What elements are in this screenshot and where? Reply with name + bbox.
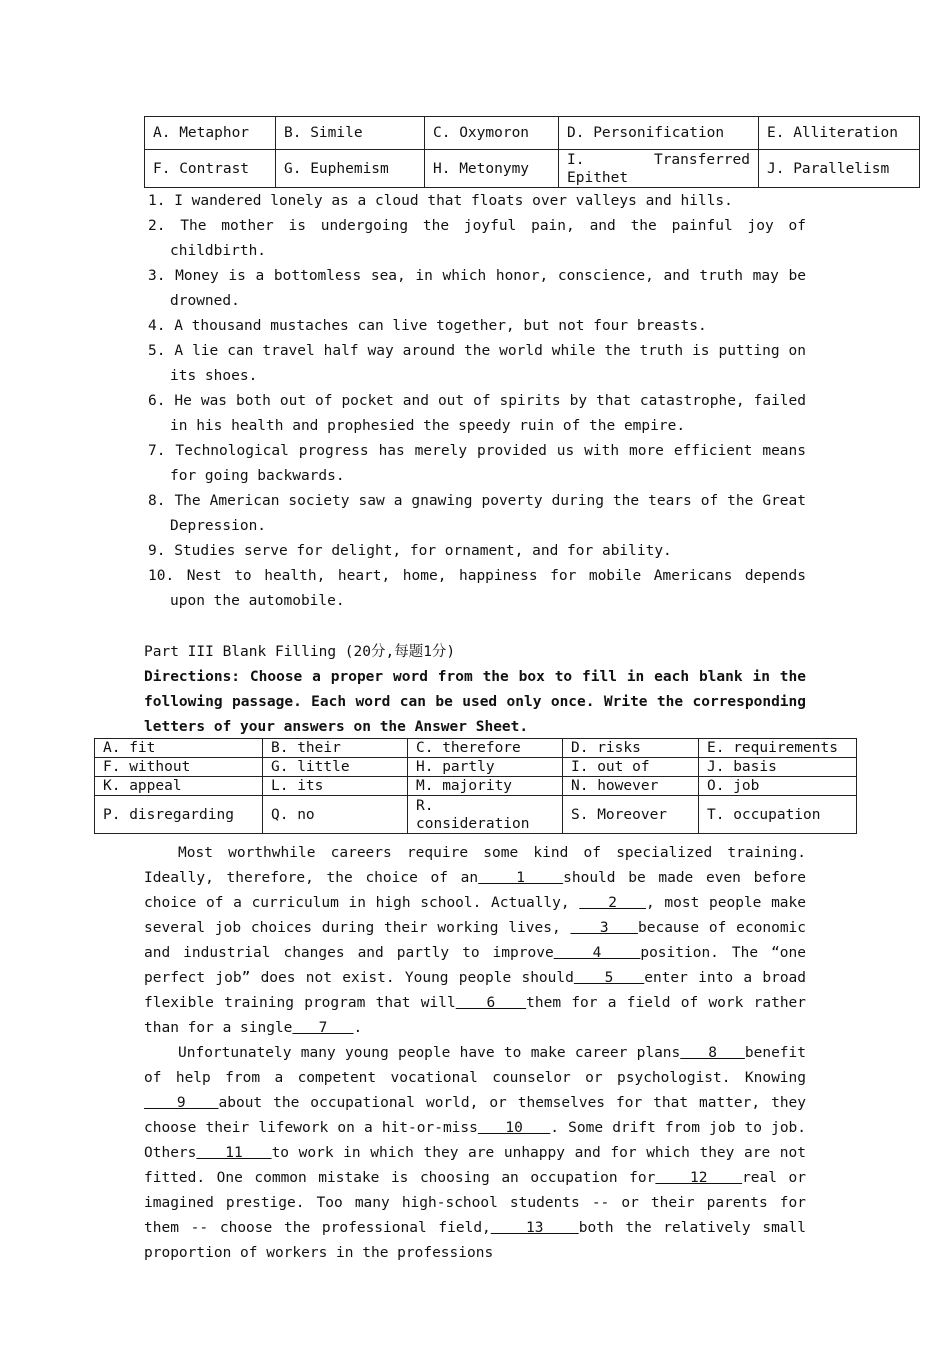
list-item: 1. I wandered lonely as a cloud that floats over valleys and hills. bbox=[148, 193, 733, 209]
list-item: 6. He was both out of pocket and out of spirits by that catastrophe, failed in his health and prophesied the speedy ruin of the empire. bbox=[148, 393, 806, 434]
directions-text: Directions: Choose a proper word from the box to fill in each blank in the following passage. Each word can be used only once. Write the corresponding letters of your answers on the Answer Sheet. bbox=[144, 669, 806, 735]
table-cell: F. without bbox=[95, 758, 263, 777]
text-segment: enter into a broad flexible training program that will bbox=[144, 970, 807, 1011]
text-segment: because of economic and industrial changes and partly to improve bbox=[144, 920, 807, 961]
answer-blank: 1 bbox=[478, 870, 564, 886]
answer-blank: 8 bbox=[680, 1045, 745, 1061]
answer-blank: 3 bbox=[570, 920, 639, 936]
list-item: 3. Money is a bottomless sea, in which honor, conscience, and truth may be drowned. bbox=[148, 268, 806, 309]
answer-blank: 13 bbox=[490, 1220, 579, 1236]
table-cell: G. Euphemism bbox=[276, 150, 425, 188]
list-item: 10. Nest to health, heart, home, happiness for mobile Americans depends upon the automobile. bbox=[148, 568, 806, 609]
answer-blank: 10 bbox=[477, 1120, 551, 1136]
text-segment: . Some drift from job to job. Others bbox=[144, 1120, 807, 1161]
table-cell: E. requirements bbox=[699, 739, 857, 758]
table-cell: R. consideration bbox=[408, 796, 563, 834]
table-cell: B. Simile bbox=[276, 117, 425, 150]
table-cell: C. therefore bbox=[408, 739, 563, 758]
table-cell: D. Personification bbox=[559, 117, 759, 150]
answer-blank: 12 bbox=[655, 1170, 743, 1186]
table-cell: J. Parallelism bbox=[759, 150, 920, 188]
answer-blank: 9 bbox=[144, 1095, 219, 1111]
table-cell: H. partly bbox=[408, 758, 563, 777]
answer-blank: 2 bbox=[579, 895, 647, 911]
table-cell: M. majority bbox=[408, 777, 563, 796]
text-segment: . bbox=[353, 1020, 363, 1036]
text-segment: about the occupational world, or themselves for that matter, they choose their lifework on a hit-or-miss bbox=[144, 1095, 807, 1136]
figures-of-speech-table bbox=[144, 116, 920, 188]
text-segment: position. The “one perfect job” does not exist. Young people should bbox=[144, 945, 806, 986]
table-row bbox=[95, 777, 857, 796]
passage bbox=[144, 841, 806, 1266]
table-cell: B. their bbox=[263, 739, 408, 758]
text-segment: real or imagined prestige. Too many high-school students -- or their parents for them -- choose the professional field, bbox=[144, 1170, 806, 1236]
table-cell: A. Metaphor bbox=[145, 117, 276, 150]
text-segment: , most people make several job choices during their working lives, bbox=[144, 895, 806, 936]
table-row bbox=[95, 739, 857, 758]
answer-blank: 5 bbox=[573, 970, 645, 986]
transferred-prefix: I. bbox=[567, 152, 585, 168]
table-cell: C. Oxymoron bbox=[425, 117, 559, 150]
table-cell: N. however bbox=[563, 777, 699, 796]
text-segment: Most worthwhile careers require some kind of specialized training. Ideally, therefore, the choice of an bbox=[144, 845, 806, 886]
text-segment: both the relatively small proportion of workers in the professions bbox=[144, 1220, 806, 1261]
table-row bbox=[145, 117, 920, 150]
answer-blank: 11 bbox=[196, 1145, 272, 1161]
table-cell: D. risks bbox=[563, 739, 699, 758]
answer-blank: 6 bbox=[455, 995, 527, 1011]
table-cell: F. Contrast bbox=[145, 150, 276, 188]
list-item: 7. Technological progress has merely provided us with more efficient means for going backwards. bbox=[148, 443, 806, 484]
list-item: 4. A thousand mustaches can live together, but not four breasts. bbox=[148, 318, 707, 334]
table-cell: G. little bbox=[263, 758, 408, 777]
table-cell: S. Moreover bbox=[563, 796, 699, 834]
list-item: 9. Studies serve for delight, for ornament, and for ability. bbox=[148, 543, 672, 559]
table-cell: E. Alliteration bbox=[759, 117, 920, 150]
table-cell: L. its bbox=[263, 777, 408, 796]
list-item: 2. The mother is undergoing the joyful pain, and the painful joy of childbirth. bbox=[148, 218, 806, 259]
list-item: 8. The American society saw a gnawing poverty during the tears of the Great Depression. bbox=[148, 493, 806, 534]
table-cell: A. fit bbox=[95, 739, 263, 758]
answer-blank: 4 bbox=[553, 945, 641, 961]
table-cell: T. occupation bbox=[699, 796, 857, 834]
text-segment: benefit of help from a competent vocational counselor or psychologist. Knowing bbox=[144, 1045, 806, 1086]
paragraph bbox=[144, 841, 806, 1041]
table-cell: Q. no bbox=[263, 796, 408, 834]
section-title: Part III Blank Filling (20分,每题1分) bbox=[144, 644, 456, 660]
table-cell-transferred-epithet bbox=[559, 150, 759, 188]
table-cell: J. basis bbox=[699, 758, 857, 777]
epithet-word: Epithet bbox=[567, 170, 629, 186]
table-cell: O. job bbox=[699, 777, 857, 796]
word-bank-table bbox=[94, 738, 857, 834]
table-cell: K. appeal bbox=[95, 777, 263, 796]
list-item: 5. A lie can travel half way around the world while the truth is putting on its shoes. bbox=[148, 343, 806, 384]
transferred-word: Transferred bbox=[653, 152, 750, 168]
paragraph bbox=[144, 1041, 806, 1266]
table-cell: H. Metonymy bbox=[425, 150, 559, 188]
text-segment: should be made even before choice of a curriculum in high school. Actually, bbox=[144, 870, 806, 911]
table-row bbox=[95, 796, 857, 834]
table-cell: P. disregarding bbox=[95, 796, 263, 834]
answer-blank: 7 bbox=[292, 1020, 354, 1036]
sentence-list bbox=[146, 189, 806, 614]
table-row bbox=[145, 150, 920, 188]
transferred-line bbox=[567, 151, 750, 169]
table-cell: I. out of bbox=[563, 758, 699, 777]
text-segment: Unfortunately many young people have to make career plans bbox=[178, 1045, 681, 1061]
text-segment: to work in which they are unhappy and for which they are not fitted. One common mistake is choosing an occupation for bbox=[144, 1145, 806, 1186]
text-segment: them for a field of work rather than for a single bbox=[144, 995, 807, 1036]
table-row bbox=[95, 758, 857, 777]
